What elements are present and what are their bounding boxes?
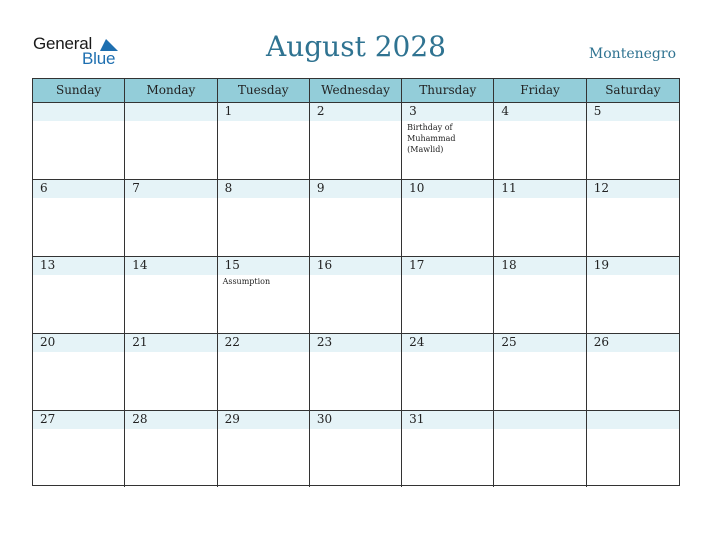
day-number: 1 — [224, 104, 233, 118]
day-number: 12 — [593, 181, 609, 195]
week-row — [33, 257, 679, 334]
day-cell — [494, 411, 586, 487]
weeks-container — [33, 103, 679, 487]
day-number: 17 — [409, 258, 425, 272]
day-cell — [587, 180, 679, 256]
day-number: 23 — [316, 335, 333, 349]
weekday-wednesday: Wednesday — [310, 79, 402, 102]
calendar-title: August 2028 — [266, 30, 446, 63]
country-label: Montenegro — [588, 46, 676, 62]
day-number: 24 — [409, 335, 425, 349]
day-cell — [402, 257, 494, 333]
day-number: 22 — [224, 335, 240, 349]
day-cell — [310, 334, 402, 410]
day-number-band — [587, 411, 679, 429]
day-number: 20 — [40, 335, 56, 349]
day-cell — [33, 334, 125, 410]
day-number: 13 — [40, 258, 56, 272]
day-number: 4 — [501, 104, 510, 118]
day-cell — [587, 411, 679, 487]
weekday-tuesday: Tuesday — [218, 79, 310, 102]
weekday-thursday: Thursday — [402, 79, 494, 102]
day-cell — [33, 180, 125, 256]
day-cell — [218, 411, 310, 487]
weekday-sunday: Sunday — [33, 79, 125, 102]
weekday-header-row — [33, 79, 679, 103]
day-number: 28 — [132, 412, 148, 426]
day-number: 14 — [132, 258, 148, 272]
weekday-monday: Monday — [125, 79, 217, 102]
day-cell — [587, 257, 679, 333]
day-number: 19 — [593, 258, 609, 272]
day-cell — [125, 334, 217, 410]
holiday-event: Birthday of Muhammad (Mawlid) — [407, 123, 456, 154]
day-number: 21 — [132, 335, 148, 349]
day-cell — [218, 180, 310, 256]
day-cell — [33, 257, 125, 333]
day-cell — [494, 103, 586, 179]
week-row — [33, 180, 679, 257]
day-cell — [125, 411, 217, 487]
day-number: 9 — [316, 181, 325, 195]
day-cell — [494, 180, 586, 256]
day-cell — [587, 334, 679, 410]
day-number: 25 — [501, 335, 517, 349]
day-number: 18 — [501, 258, 517, 272]
day-cell — [402, 411, 494, 487]
day-number: 31 — [409, 412, 425, 426]
day-number: 29 — [224, 412, 240, 426]
week-row — [33, 334, 679, 411]
day-number: 16 — [316, 258, 333, 272]
day-number: 27 — [40, 412, 56, 426]
calendar-grid — [32, 78, 680, 486]
day-number: 11 — [501, 181, 517, 195]
day-cell — [125, 180, 217, 256]
logo-word-blue: Blue — [82, 49, 116, 68]
day-number: 10 — [409, 181, 425, 195]
day-cell — [402, 103, 494, 179]
day-cell — [125, 257, 217, 333]
logo-word-general: General — [33, 34, 93, 53]
day-cell — [218, 257, 310, 333]
day-cell — [494, 334, 586, 410]
day-number: 26 — [593, 335, 609, 349]
day-cell — [310, 411, 402, 487]
day-cell — [33, 411, 125, 487]
day-number: 6 — [40, 181, 48, 195]
day-number: 5 — [593, 104, 602, 118]
day-cell — [494, 257, 586, 333]
day-number: 8 — [224, 181, 233, 195]
day-cell — [218, 334, 310, 410]
weekday-friday: Friday — [494, 79, 586, 102]
day-cell — [587, 103, 679, 179]
day-number-band — [33, 103, 124, 121]
day-number: 7 — [132, 181, 140, 195]
day-cell — [402, 180, 494, 256]
day-cell — [402, 334, 494, 410]
day-cell — [33, 103, 125, 179]
day-number-band — [494, 411, 585, 429]
weekday-saturday: Saturday — [605, 83, 661, 97]
day-cell — [310, 103, 402, 179]
week-row — [33, 411, 679, 487]
day-number: 2 — [316, 104, 325, 118]
day-number-band — [125, 103, 216, 121]
week-row — [33, 103, 679, 180]
day-cell — [310, 180, 402, 256]
day-cell — [218, 103, 310, 179]
day-number: 15 — [224, 258, 240, 272]
day-number: 30 — [316, 412, 333, 426]
holiday-event: Assumption — [222, 277, 271, 286]
day-number: 3 — [409, 104, 417, 118]
day-cell — [310, 257, 402, 333]
day-cell — [125, 103, 217, 179]
